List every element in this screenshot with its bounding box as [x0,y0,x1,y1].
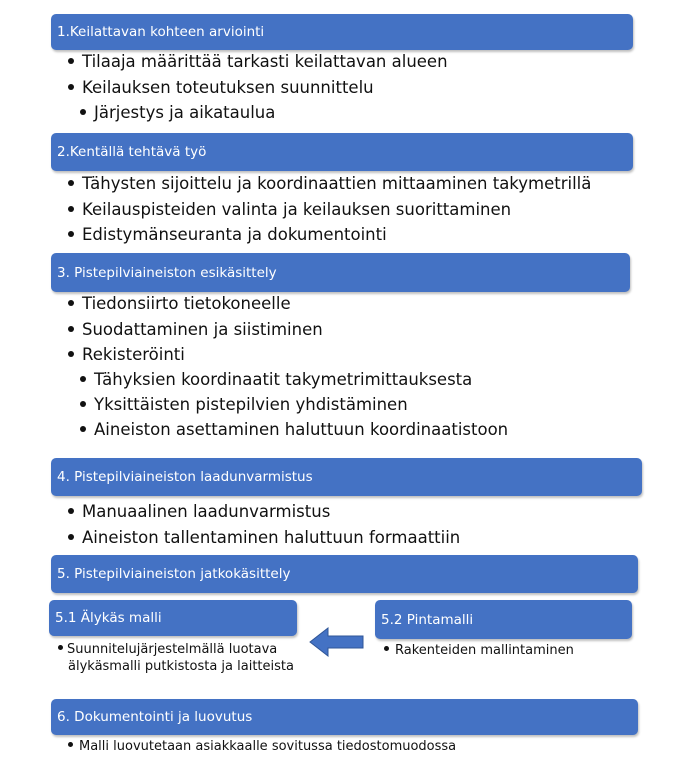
bullet-icon [68,58,74,64]
list-item: Suunnitelujärjestelmällä luotava älykäsmalli putkistosta ja laitteista [58,641,300,675]
list-item: Malli luovutetaan asiakkaalle sovitussa tiedostomuodossa [68,738,456,755]
list-item: Tilaaja määrittää tarkasti keilattavan alueen [68,52,448,72]
step-4-title: 4. Pistepilviaineiston laadunvarmistus [57,469,313,485]
step-3-title: 3. Pistepilviaineiston esikäsittely [57,264,277,281]
list-subitem: Järjestys ja aikataulua [80,103,275,123]
bullet-icon [384,646,389,651]
bullet-icon [68,326,74,332]
step-5-box [51,555,638,593]
step-2-box [51,133,633,171]
step-5-1-box [49,600,297,636]
list-item: Edistymänseuranta ja dokumentointi [68,225,387,245]
list-item: Aineiston tallentaminen haluttuun formaattiin [68,528,460,548]
step-5-title: 5. Pistepilviaineiston jatkokäsittely [57,566,291,582]
bullet-icon [68,231,74,237]
step-1-title: 1.Keilattavan kohteen arviointi [57,24,265,40]
bullet-icon [80,426,86,432]
list-item: Keilauspisteiden valinta ja keilauksen suorittaminen [68,200,511,220]
list-subitem: Tähyksien koordinaatit takymetrimittauksesta [80,370,472,390]
list-item: Rakenteiden mallintaminen [384,642,574,659]
list-subitem: Aineiston asettaminen haluttuun koordinaatistoon [80,420,508,440]
list-subitem: Yksittäisten pistepilvien yhdistäminen [80,395,408,415]
list-item: Keilauksen toteutuksen suunnittelu [68,78,374,98]
step-2-title: 2.Kentällä tehtävä työ [57,144,207,160]
step-5-2-title: 5.2 Pintamalli [381,611,474,628]
step-3-box [51,253,630,292]
list-item: Manuaalinen laadunvarmistus [68,502,330,522]
left-arrow-icon [309,626,365,658]
bullet-icon [68,180,74,186]
step-6-title: 6. Dokumentointi ja luovutus [57,709,253,725]
bullet-icon [68,351,74,357]
list-item: Rekisteröinti [68,345,185,365]
bullet-icon [80,376,86,382]
step-5-1-title: 5.1 Älykäs malli [55,610,162,626]
list-item: Tiedonsiirto tietokoneelle [68,294,291,314]
bullet-icon [68,206,74,212]
step-1-box [51,14,633,50]
step-5-2-box [375,600,632,639]
bullet-icon [80,401,86,407]
bullet-icon [68,508,74,514]
bullet-icon [68,300,74,306]
bullet-icon [68,84,74,90]
list-item: Tähysten sijoittelu ja koordinaattien mittaaminen takymetrillä [68,174,591,194]
bullet-icon [58,645,63,650]
bullet-icon [68,534,74,540]
step-6-box [51,699,638,735]
list-item: Suodattaminen ja siistiminen [68,320,323,340]
step-4-box [51,458,642,496]
bullet-icon [68,742,73,747]
bullet-icon [80,109,86,115]
